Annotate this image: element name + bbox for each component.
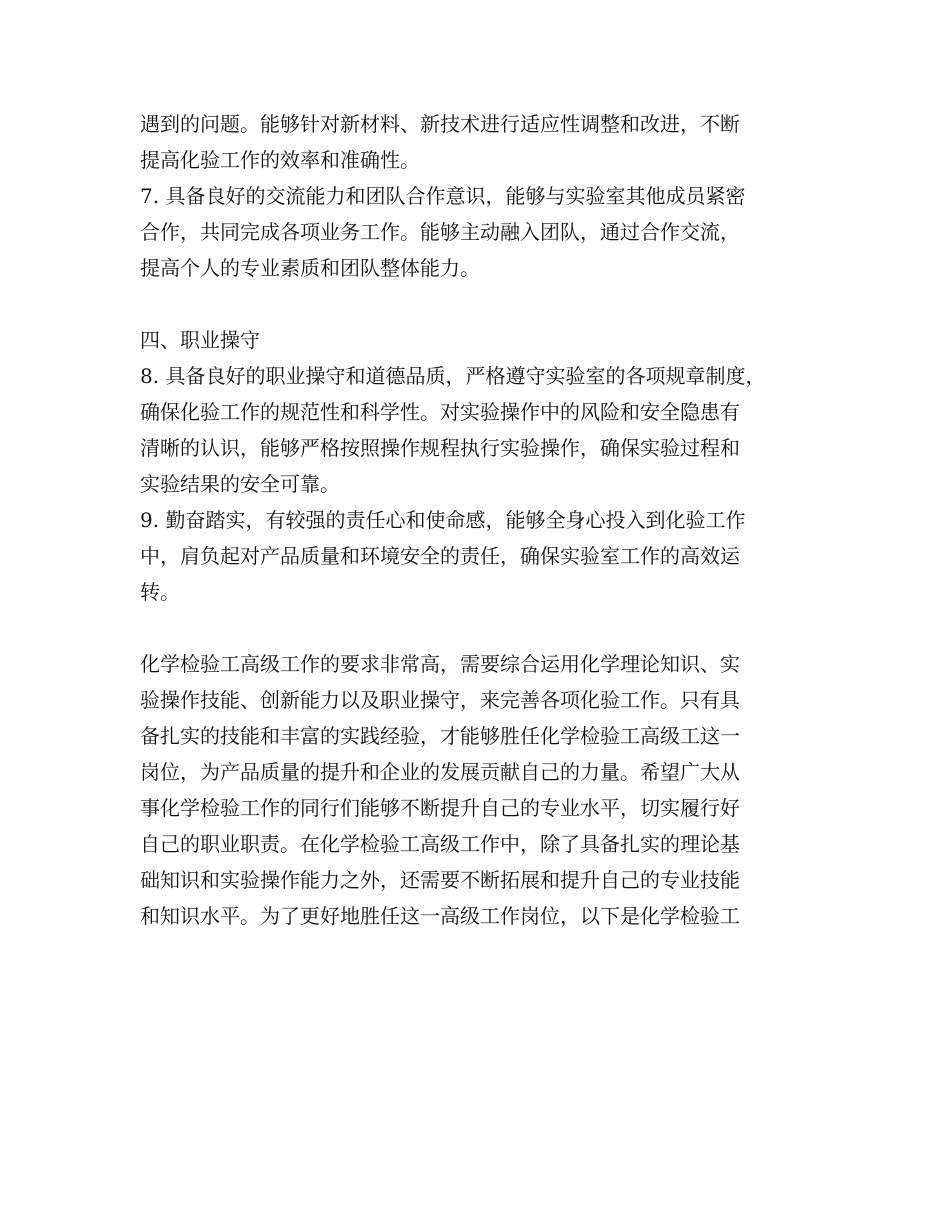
text-line: 化学检验工高级工作的要求非常高，需要综合运用化学理论知识、实 bbox=[140, 652, 740, 676]
paragraph-continuation bbox=[140, 106, 812, 178]
text-line: 和知识水平。为了更好地胜任这一高级工作岗位，以下是化学检验工 bbox=[140, 904, 740, 928]
text-line: 遇到的问题。能够针对新材料、新技术进行适应性调整和改进，不断 bbox=[140, 112, 740, 136]
text-line: 础知识和实验操作能力之外，还需要不断拓展和提升自己的专业技能 bbox=[140, 868, 740, 892]
text-line: 转。 bbox=[140, 580, 180, 604]
text-line: 实验结果的安全可靠。 bbox=[140, 472, 340, 496]
list-item-9 bbox=[140, 502, 812, 610]
text-line: 确保化验工作的规范性和科学性。对实验操作中的风险和安全隐患有 bbox=[140, 400, 740, 424]
blank-line bbox=[140, 610, 812, 646]
summary-paragraph bbox=[140, 646, 812, 934]
list-item-8 bbox=[140, 358, 812, 502]
text-line: 9. 勤奋踏实，有较强的责任心和使命感，能够全身心投入到化验工作 bbox=[140, 508, 746, 532]
text-line: 验操作技能、创新能力以及职业操守，来完善各项化验工作。只有具 bbox=[140, 688, 740, 712]
text-line: 自己的职业职责。在化学检验工高级工作中，除了具备扎实的理论基 bbox=[140, 832, 740, 856]
text-line: 提高化验工作的效率和准确性。 bbox=[140, 148, 420, 172]
list-item-7 bbox=[140, 178, 812, 286]
text-line: 备扎实的技能和丰富的实践经验，才能够胜任化学检验工高级工这一 bbox=[140, 724, 740, 748]
text-line: 岗位，为产品质量的提升和企业的发展贡献自己的力量。希望广大从 bbox=[140, 760, 740, 784]
document-body bbox=[140, 106, 812, 934]
text-line: 提高个人的专业素质和团队整体能力。 bbox=[140, 256, 480, 280]
text-line: 清晰的认识，能够严格按照操作规程执行实验操作，确保实验过程和 bbox=[140, 436, 740, 460]
text-line: 7. 具备良好的交流能力和团队合作意识，能够与实验室其他成员紧密 bbox=[140, 184, 746, 208]
section-heading: 四、职业操守 bbox=[140, 328, 260, 352]
text-line: 合作，共同完成各项业务工作。能够主动融入团队，通过合作交流， bbox=[140, 220, 740, 244]
text-line: 中，肩负起对产品质量和环境安全的责任，确保实验室工作的高效运 bbox=[140, 544, 740, 568]
text-line: 事化学检验工作的同行们能够不断提升自己的专业水平，切实履行好 bbox=[140, 796, 740, 820]
text-line: 8. 具备良好的职业操守和道德品质，严格遵守实验室的各项规章制度， bbox=[140, 364, 766, 388]
blank-line bbox=[140, 286, 812, 322]
